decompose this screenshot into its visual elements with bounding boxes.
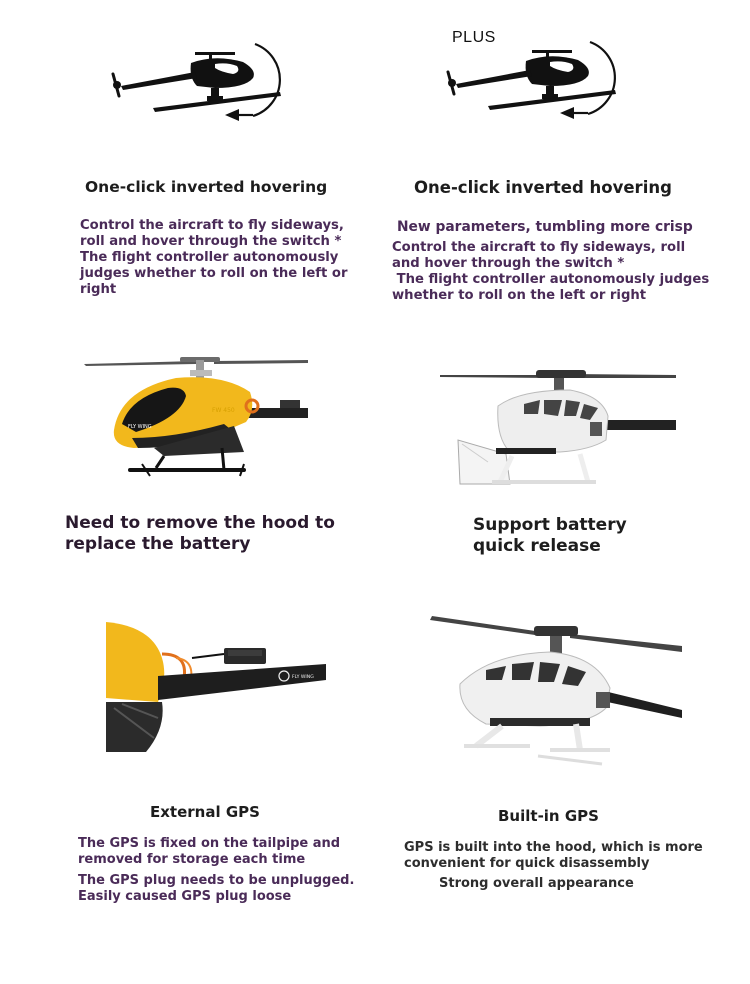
text-line: Easily caused GPS plug loose	[78, 889, 292, 904]
text-line: Control the aircraft to fly sideways,	[80, 218, 344, 233]
external-gps-image	[106, 618, 328, 758]
text-line: whether to roll on the left or right	[392, 288, 647, 303]
right-top-subtitle: New parameters, tumbling more crisp	[397, 219, 693, 235]
text-line: convenient for quick disassembly	[404, 856, 650, 871]
left-top-title: One-click inverted hovering	[85, 178, 328, 196]
left-bottom-description	[78, 836, 340, 868]
inverted-flight-icon	[440, 34, 620, 120]
text-line: roll and hover through the switch *	[80, 234, 342, 249]
text-line: Need to remove the hood to	[65, 513, 335, 533]
left-top-description	[80, 218, 348, 298]
text-line: removed for storage each time	[78, 852, 306, 867]
right-mid-title	[473, 515, 627, 557]
right-bottom-description	[404, 840, 703, 872]
right-bottom-title: Built-in GPS	[498, 807, 599, 825]
text-line: The flight controller autonomously	[80, 250, 339, 265]
text-line: replace the battery	[65, 534, 251, 554]
left-bottom-title: External GPS	[150, 803, 260, 821]
text-line: quick release	[473, 536, 601, 556]
text-line: The flight controller autonomously judges	[392, 272, 710, 287]
text-line: Support battery	[473, 515, 627, 535]
text-line: GPS is built into the hood, which is more	[404, 840, 703, 855]
left-mid-title	[65, 513, 335, 555]
plus-badge: PLUS	[452, 29, 496, 46]
text-line: The GPS plug needs to be unplugged.	[78, 873, 355, 888]
right-bottom-note: Strong overall appearance	[439, 876, 634, 891]
left-bottom-note	[78, 873, 354, 905]
right-top-description	[392, 240, 709, 304]
yellow-helicopter-image	[84, 352, 310, 478]
right-top-title: One-click inverted hovering	[414, 178, 672, 197]
boom-logo: FLY WING	[292, 675, 314, 680]
text-line: The GPS is fixed on the tailpipe and	[78, 836, 341, 851]
inverted-flight-icon	[105, 38, 285, 120]
white-helicopter-image	[440, 366, 676, 486]
helicopter-brand-label: FLY WING	[128, 424, 152, 430]
built-in-gps-helicopter-image	[430, 610, 684, 772]
text-line: right	[80, 282, 117, 297]
helicopter-model-label: FW 450	[212, 407, 235, 414]
text-line: and hover through the switch *	[392, 256, 625, 271]
text-line: judges whether to roll on the left or	[80, 266, 348, 281]
text-line: Control the aircraft to fly sideways, roll	[392, 240, 686, 255]
